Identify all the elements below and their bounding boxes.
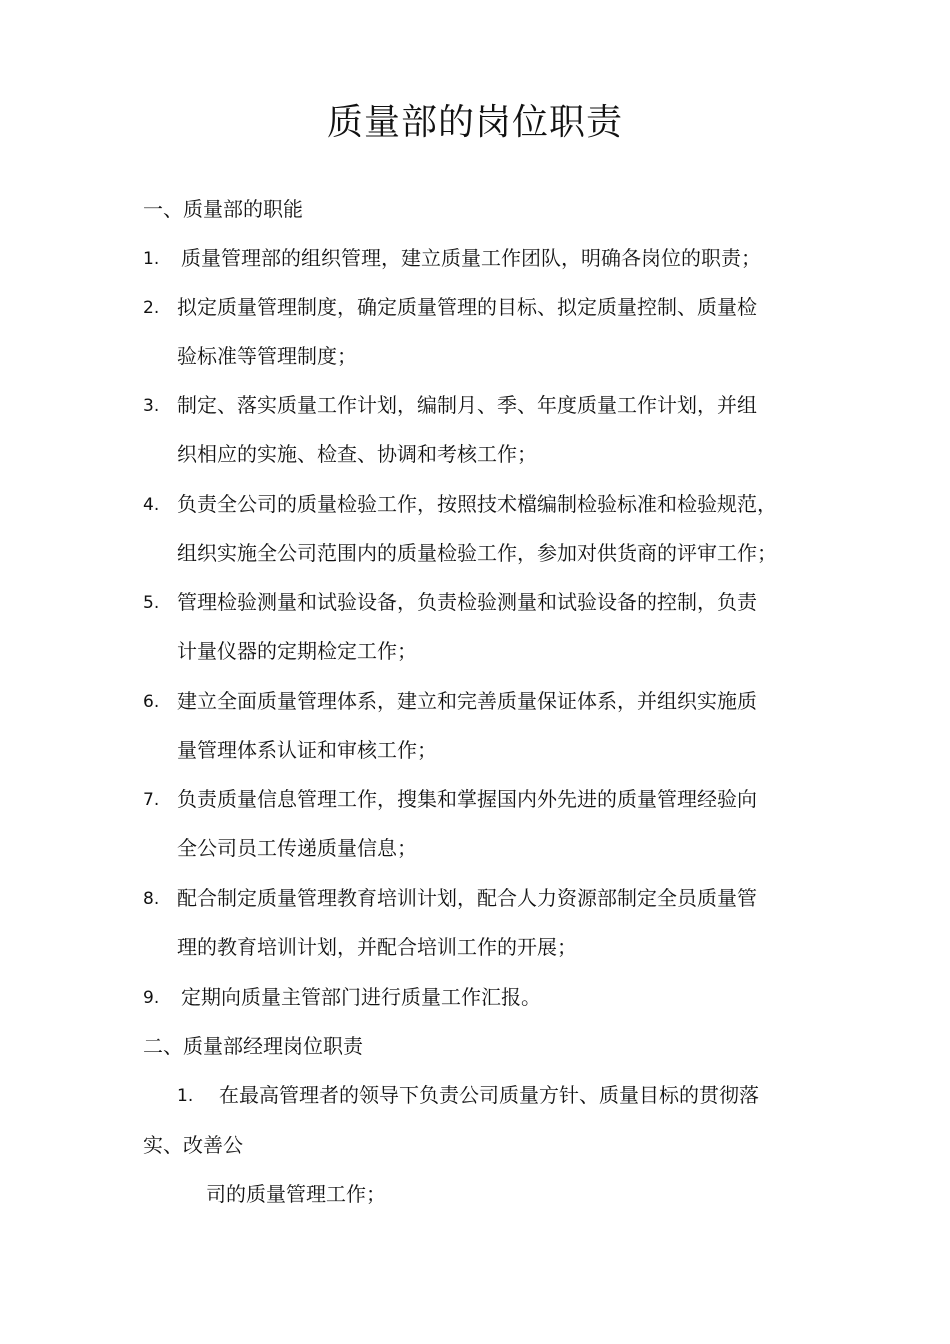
list-item-number: 1. [143, 249, 160, 269]
list-item-number: 3. [143, 396, 160, 416]
list-item-text: 质量管理部的组织管理，建立质量工作团队，明确各岗位的职责； [181, 246, 761, 270]
list-item-text: 计量仪器的定期检定工作； [177, 639, 417, 663]
list-item-text: 实、改善公 [143, 1133, 243, 1157]
list-item-number: 8. [143, 889, 160, 909]
list-item-number: 2. [143, 298, 160, 318]
list-item-text: 拟定质量管理制度，确定质量管理的目标、拟定质量控制、质量检 [177, 295, 757, 319]
list-item-text: 负责质量信息管理工作，搜集和掌握国内外先进的质量管理经验向 [177, 787, 757, 811]
list-item-text: 制定、落实质量工作计划，编制月、季、年度质量工作计划，并组 [177, 393, 757, 417]
list-item-text: 在最高管理者的领导下负责公司质量方针、质量目标的贯彻落 [219, 1083, 759, 1107]
list-item-number: 6. [143, 692, 160, 712]
section-heading: 一、质量部的职能 [143, 197, 303, 221]
list-item-text: 全公司员工传递质量信息； [177, 836, 417, 860]
list-item-text: 管理检验测量和试验设备，负责检验测量和试验设备的控制，负责 [177, 590, 757, 614]
list-item-text: 验标准等管理制度； [177, 344, 357, 368]
list-item-text: 负责全公司的质量检验工作，按照技术檔编制检验标准和检验规范， [177, 492, 777, 516]
document-title: 质量部的岗位职责 [326, 102, 623, 143]
list-item-text: 司的质量管理工作； [206, 1182, 386, 1206]
list-item-number: 4. [143, 495, 160, 515]
list-item-number: 1. [177, 1086, 194, 1106]
list-item-text: 组织实施全公司范围内的质量检验工作，参加对供货商的评审工作； [177, 541, 777, 565]
list-item-number: 9. [143, 988, 160, 1008]
list-item-text: 织相应的实施、检查、协调和考核工作； [177, 442, 537, 466]
list-item-text: 量管理体系认证和审核工作； [177, 738, 437, 762]
list-item-text: 建立全面质量管理体系，建立和完善质量保证体系，并组织实施质 [177, 689, 757, 713]
list-item-text: 理的教育培训计划，并配合培训工作的开展； [177, 935, 577, 959]
section-heading: 二、质量部经理岗位职责 [143, 1034, 363, 1058]
list-item-text: 定期向质量主管部门进行质量工作汇报。 [181, 985, 541, 1009]
list-item-number: 7. [143, 790, 160, 810]
list-item-text: 配合制定质量管理教育培训计划，配合人力资源部制定全员质量管 [177, 886, 757, 910]
list-item-number: 5. [143, 593, 160, 613]
